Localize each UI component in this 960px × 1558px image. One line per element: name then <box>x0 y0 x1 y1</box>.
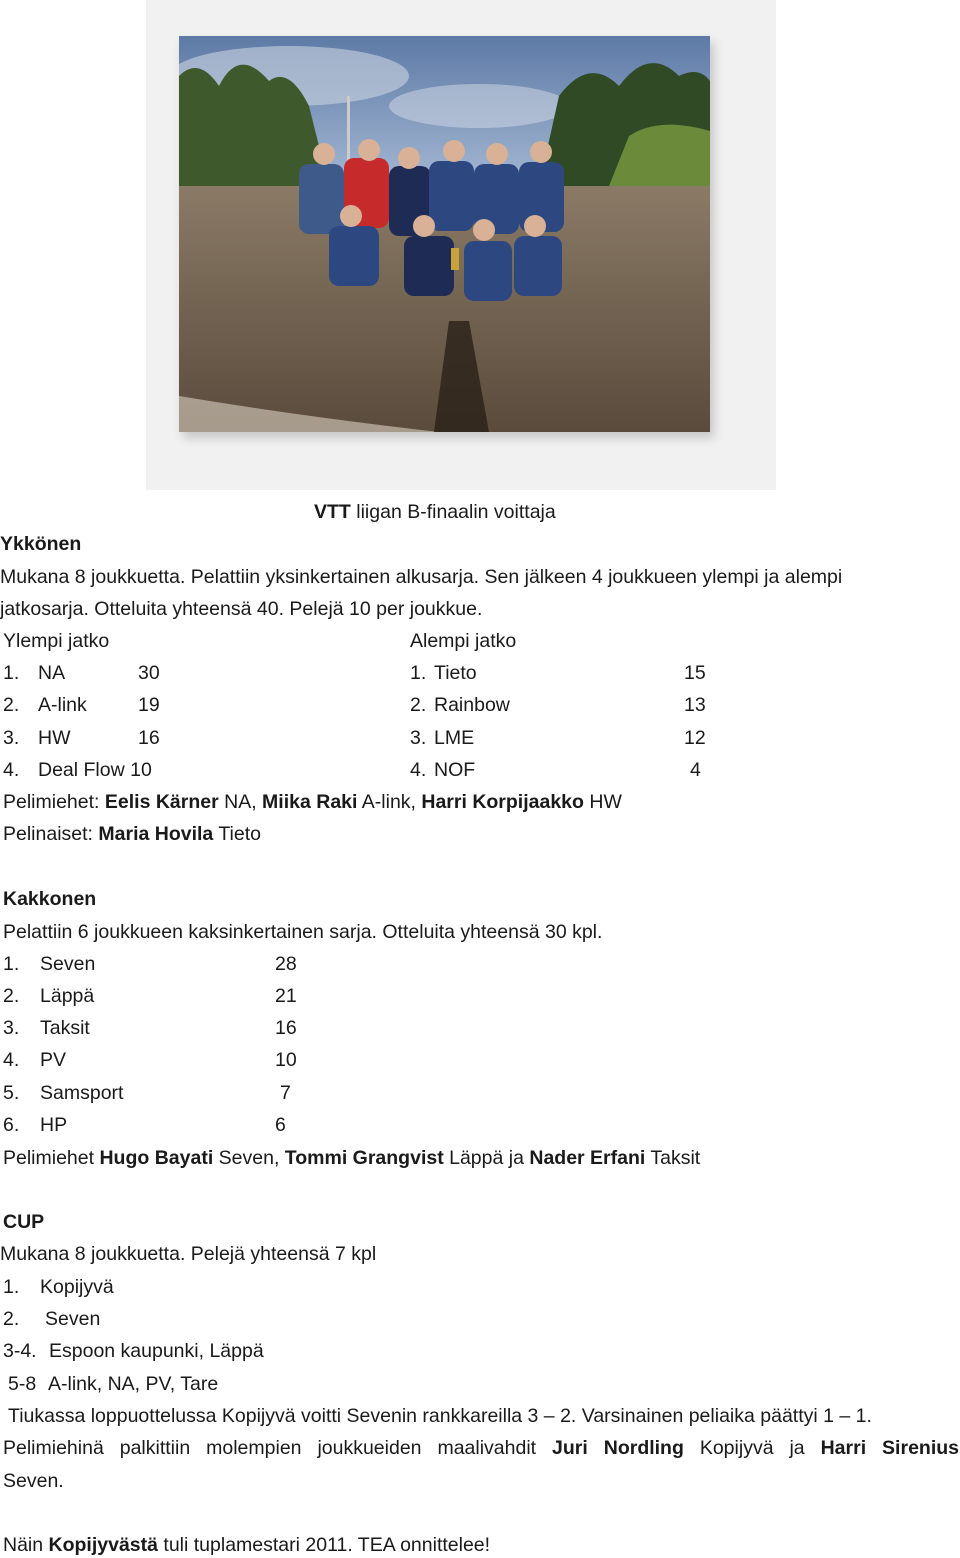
award-team: Seven, <box>213 1147 285 1169</box>
upper-rank: 3. <box>3 727 20 749</box>
team: Seven <box>45 1308 101 1330</box>
closing-line <box>3 1533 490 1557</box>
rank: 1. <box>3 1276 20 1298</box>
team: Samsport <box>40 1082 124 1104</box>
award-team: HW <box>583 791 622 813</box>
lower-rank: 1. <box>410 662 427 684</box>
team-photo <box>179 36 710 432</box>
team: Seven <box>40 953 96 975</box>
section-heading-ykkonen: Ykkönen <box>0 533 82 555</box>
award-name: Tommi Grangvist <box>284 1147 444 1169</box>
team-photo-image <box>179 36 710 432</box>
lower-rank: 3. <box>410 727 427 749</box>
award-name: Nader Erfani <box>529 1147 646 1169</box>
lower-points: 13 <box>684 694 706 716</box>
ykkonen-women-awards <box>3 822 261 846</box>
rank: 5-8 <box>8 1373 37 1395</box>
award-name: Maria Hovila <box>98 823 214 845</box>
lower-team: LME <box>434 727 475 749</box>
award-mid: Kopijyvä ja <box>683 1437 821 1459</box>
upper-rank: 2. <box>3 694 20 716</box>
points: 10 <box>275 1049 297 1071</box>
upper-points: 30 <box>138 662 160 684</box>
rank: 6. <box>3 1114 20 1136</box>
kakkonen-intro: Pelattiin 6 joukkueen kaksinkertainen sarja. Otteluita yhteensä 30 kpl. <box>3 921 603 943</box>
photo-caption <box>314 500 556 524</box>
upper-title: Ylempi jatko <box>3 630 110 652</box>
rank: 2. <box>3 1308 20 1330</box>
award-name: Hugo Bayati <box>99 1147 214 1169</box>
closing-suffix: tuli tuplamestari 2011. TEA onnittelee! <box>158 1534 491 1556</box>
award-name: Harri Korpijaakko <box>421 791 584 813</box>
award-name: Eelis Kärner <box>104 791 219 813</box>
rank: 4. <box>3 1049 20 1071</box>
lower-rank: 2. <box>410 694 427 716</box>
award-name: Miika Raki <box>262 791 358 813</box>
lower-team: Tieto <box>434 662 477 684</box>
upper-points: 16 <box>138 727 160 749</box>
rank: 3-4. <box>3 1340 37 1362</box>
award-team: NA, <box>218 791 263 813</box>
points: 28 <box>275 953 297 975</box>
lower-team: Rainbow <box>434 694 510 716</box>
award-team: Tieto <box>213 823 261 845</box>
award-team: A-link, <box>357 791 422 813</box>
women-label: Pelinaiset: <box>3 823 99 845</box>
photo-frame <box>146 0 776 490</box>
lower-points: 4 <box>690 759 701 781</box>
team: HP <box>40 1114 68 1136</box>
rank: 1. <box>3 953 20 975</box>
upper-team: HW <box>38 727 71 749</box>
men-label: Pelimiehet: <box>3 791 105 813</box>
points: 7 <box>280 1082 291 1104</box>
ykkonen-men-awards <box>3 790 622 814</box>
caption-text: liigan B-finaalin voittaja <box>356 501 556 523</box>
lower-points: 12 <box>684 727 706 749</box>
section-heading-kakkonen: Kakkonen <box>3 888 97 910</box>
award-name: Juri Nordling <box>552 1437 684 1459</box>
team: Läppä <box>40 985 95 1007</box>
cup-award-end: Seven. <box>3 1470 64 1492</box>
ykkonen-intro-line1: Mukana 8 joukkuetta. Pelattiin yksinkertainen alkusarja. Sen jälkeen 4 joukkueen ylempi ja alempi <box>0 566 843 588</box>
men-label: Pelimiehet <box>3 1147 100 1169</box>
team: Taksit <box>40 1017 90 1039</box>
caption-bold: VTT <box>314 501 351 523</box>
upper-team: NA <box>38 662 66 684</box>
lower-team: NOF <box>434 759 476 781</box>
team: Kopijyvä <box>40 1276 114 1298</box>
team: Espoon kaupunki, Läppä <box>49 1340 264 1362</box>
upper-team: Deal Flow 10 <box>38 759 152 781</box>
ykkonen-intro-line2: jatkosarja. Otteluita yhteensä 40. Pelejä 10 per joukkue. <box>0 598 483 620</box>
upper-rank: 1. <box>3 662 20 684</box>
team: A-link, NA, PV, Tare <box>48 1373 219 1395</box>
upper-team: A-link <box>38 694 87 716</box>
cup-award-line <box>3 1436 959 1460</box>
team: PV <box>40 1049 67 1071</box>
award-name: Harri Sirenius <box>820 1437 959 1459</box>
cup-intro: Mukana 8 joukkuetta. Pelejä yhteensä 7 kpl <box>0 1243 377 1265</box>
upper-points: 19 <box>138 694 160 716</box>
lower-title: Alempi jatko <box>410 630 517 652</box>
award-team: Taksit <box>645 1147 701 1169</box>
rank: 3. <box>3 1017 20 1039</box>
upper-rank: 4. <box>3 759 20 781</box>
kakkonen-men-awards <box>3 1146 700 1170</box>
closing-prefix: Näin <box>3 1534 49 1556</box>
points: 16 <box>275 1017 297 1039</box>
closing-name: Kopijyvästä <box>48 1534 158 1556</box>
lower-points: 15 <box>684 662 706 684</box>
cup-final-text: Tiukassa loppuottelussa Kopijyvä voitti Sevenin rankkareilla 3 – 2. Varsinainen peliaika päättyi 1 – 1. <box>8 1405 872 1427</box>
points: 6 <box>275 1114 286 1136</box>
points: 21 <box>275 985 297 1007</box>
rank: 2. <box>3 985 20 1007</box>
section-heading-cup: CUP <box>3 1211 45 1233</box>
award-prefix: Pelimiehinä palkittiin molempien joukkueiden maalivahdit <box>3 1437 553 1459</box>
lower-rank: 4. <box>410 759 427 781</box>
award-team: Läppä ja <box>443 1147 530 1169</box>
rank: 5. <box>3 1082 20 1104</box>
